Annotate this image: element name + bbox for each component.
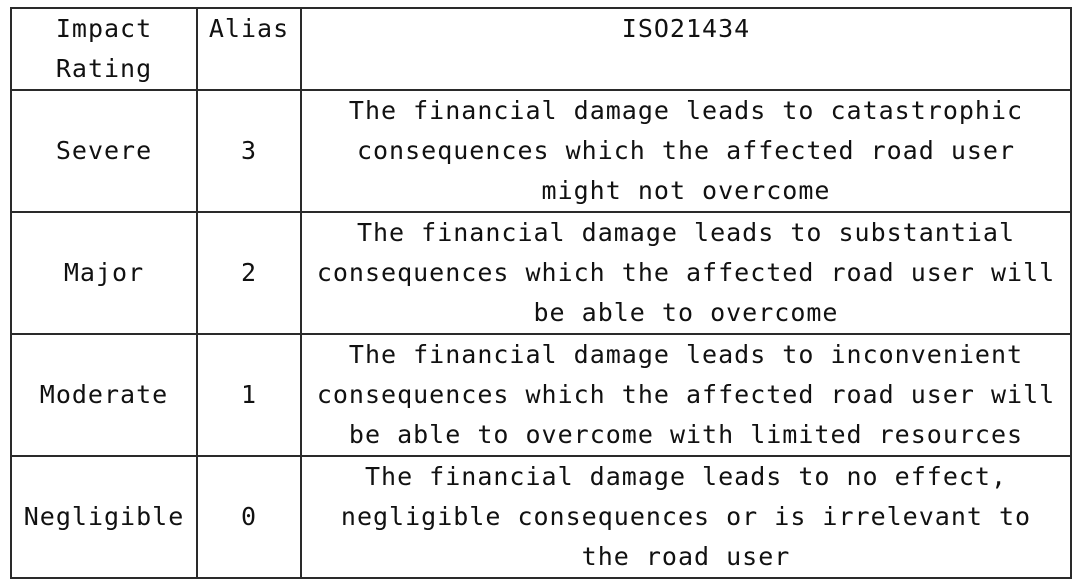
alias-cell: 3 xyxy=(197,90,301,212)
description-cell: The financial damage leads to inconvenient consequences which the affected road user will be able to overcome with limited resources xyxy=(301,334,1071,456)
impact-rating-cell: Negligible xyxy=(11,456,197,578)
description-cell: The financial damage leads to catastrophic consequences which the affected road user might not overcome xyxy=(301,90,1071,212)
alias-cell: 0 xyxy=(197,456,301,578)
alias-cell: 2 xyxy=(197,212,301,334)
impact-rating-table xyxy=(10,7,1072,579)
impact-rating-cell: Moderate xyxy=(11,334,197,456)
header-alias: Alias xyxy=(197,8,301,90)
table-row xyxy=(11,212,1071,334)
table-row xyxy=(11,456,1071,578)
description-cell: The financial damage leads to substantial consequences which the affected road user will be able to overcome xyxy=(301,212,1071,334)
header-iso21434: ISO21434 xyxy=(301,8,1071,90)
description-cell: The financial damage leads to no effect, negligible consequences or is irrelevant to the road user xyxy=(301,456,1071,578)
table-row xyxy=(11,90,1071,212)
header-impact-rating: Impact Rating xyxy=(11,8,197,90)
alias-cell: 1 xyxy=(197,334,301,456)
impact-rating-cell: Major xyxy=(11,212,197,334)
table-header-row xyxy=(11,8,1071,90)
table-row xyxy=(11,334,1071,456)
impact-rating-cell: Severe xyxy=(11,90,197,212)
